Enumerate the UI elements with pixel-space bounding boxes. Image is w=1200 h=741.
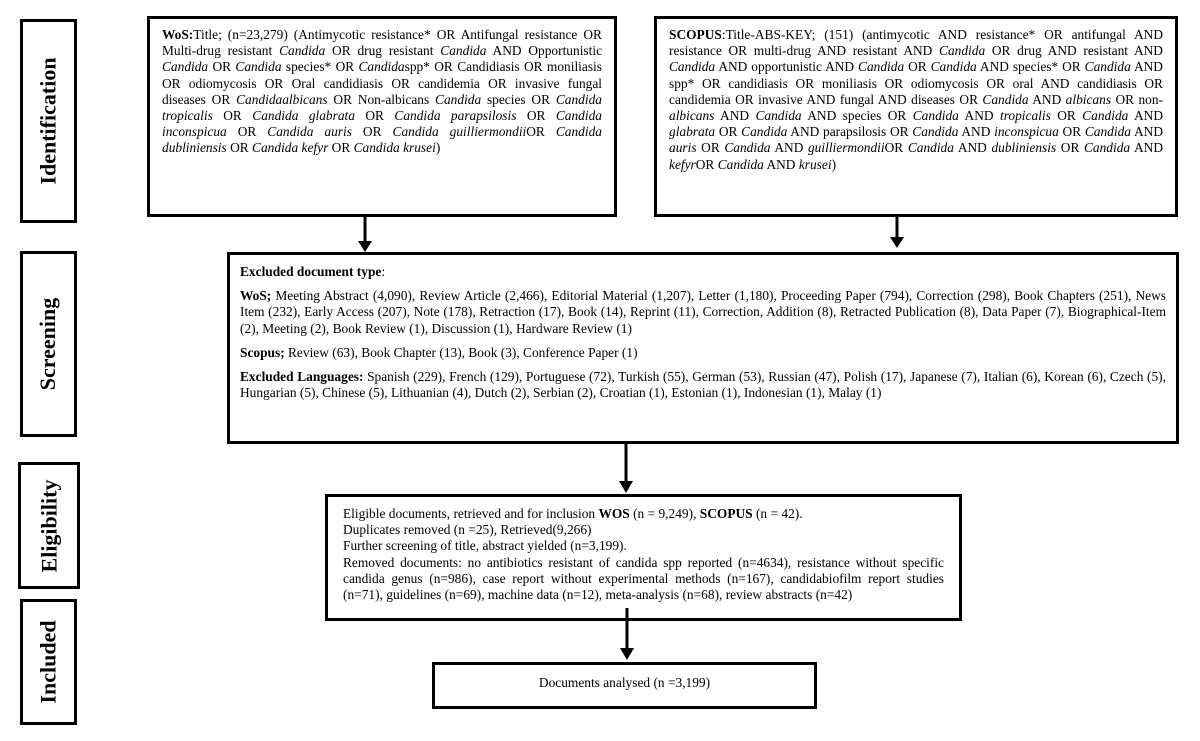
wos-search-box (147, 16, 617, 217)
stage-identification-label: Identification (35, 57, 61, 185)
arrow-eligibility-to-included (617, 608, 637, 662)
stage-identification (20, 19, 77, 223)
excluded-languages-text: Spanish (229), French (129), Portuguese (72), Turkish (55), German (53), Russian (47), Polish (17), Japanese (7), Italian (6), Korean (6), Czech (5), Hungarian (5), Chinese (5), Lithuanian (4), Dutch (2), Serbian (2), Croatian (1), Estonian (1), Indonesian (1), Malay (1) (240, 369, 1166, 401)
excluded-type-heading: Excluded document type (240, 264, 382, 279)
included-text: Documents analysed (n =3,199) (538, 675, 711, 690)
eligibility-scopus-label: SCOPUS (699, 506, 753, 521)
eligibility-box (325, 494, 962, 621)
included-box (432, 662, 817, 709)
screening-scopus-label: Scopus; (240, 344, 285, 360)
screening-wos-text: Meeting Abstract (4,090), Review Article (2,466), Editorial Material (1,207), Letter (1,180), Proceeding Paper (794), Correction (298), Book Chapters (251), News Item (232), Early Access (207), Note (178), Retraction (17), Book (14), Reprint (11), Correction, Addition (8), Retracted Publication (8), Data Paper (7), Biographical-Item (2), Meeting (2), Book Review (1), Discussion (1), Hardware Review (1) (240, 288, 1166, 336)
excluded-languages-label: Excluded Languages: (240, 369, 364, 385)
arrow-screening-to-eligibility (616, 444, 636, 494)
wos-label: WoS: (162, 27, 194, 42)
eligibility-duplicates: Duplicates removed (n =25), Retrieved(9,266) (343, 522, 592, 538)
arrow-wos-to-screening (355, 217, 375, 253)
stage-included (20, 599, 77, 725)
excluded-type-heading-suffix: : (381, 264, 386, 279)
eligibility-further-screening: Further screening of title, abstract yielded (n=3,199). (343, 538, 627, 554)
scopus-label: SCOPUS (669, 27, 722, 42)
eligibility-removed-documents: Removed documents: no antibiotics resistant of candida spp reported (n=4634), resistance without specific candida genus (n=986), case report without experimental methods (n=167), candidabiofilm report studies (n=71), guidelines (n=69), machine data (n=12), meta-analysis (n=68), review abstracts (n=42) (343, 554, 944, 603)
screening-wos-label: WoS; (240, 288, 272, 304)
stage-eligibility (18, 462, 80, 589)
eligibility-line1-b: (n = 9,249), (629, 506, 700, 521)
stage-screening (20, 251, 77, 437)
eligibility-wos-label: WOS (598, 506, 630, 521)
stage-screening-label: Screening (35, 297, 61, 391)
wos-query-text: Title; (n=23,279) (Antimycotic resistance* OR Antifungal resistance OR Multi-drug resistant Candida OR drug resistant Candida AND Opportunistic Candida OR Candida species* OR Candidaspp* OR Candidiasis OR moniliasis OR odiomycosis OR Oral candidiasis OR candidemia OR invasive fungal diseases OR Candidaalbicans OR Non-albicans Candida species OR Candida tropicalis OR Candida glabrata OR Candida parapsilosis OR Candida inconspicua OR Candida auris OR Candida guilliermondiiOR Candida dubliniensis OR Candida kefyr OR Candida krusei) (162, 27, 603, 156)
eligibility-line1-a: Eligible documents, retrieved and for inclusion (343, 506, 599, 521)
stage-eligibility-label: Eligibility (36, 479, 62, 572)
stage-included-label: Included (35, 620, 61, 704)
eligibility-line1-c: (n = 42). (752, 506, 803, 521)
scopus-query-text: :Title-ABS-KEY; (151) (antimycotic AND resistance* OR antifungal AND resistance OR multi-drug AND resistant AND Candida OR drug AND resistant AND Candida AND opportunistic AND Candida OR Candida AND species* OR Candida AND spp* OR candidiasis OR moniliasis OR odiomycosis OR oral AND candidiasis OR candidemia OR invasive AND fungal AND diseases OR Candida AND albicans OR non-albicans AND Candida AND species OR Candida AND tropicalis OR Candida AND glabrata OR Candida AND parapsilosis OR Candida AND inconspicua OR Candida AND auris OR Candida AND guilliermondiiOR Candida AND dubliniensis OR Candida AND kefyrOR Candida AND krusei) (669, 27, 1164, 172)
screening-box (227, 252, 1179, 444)
screening-scopus-text: Review (63), Book Chapter (13), Book (3), Conference Paper (1) (284, 344, 638, 360)
scopus-search-box (654, 16, 1178, 217)
arrow-scopus-to-screening (887, 217, 907, 249)
